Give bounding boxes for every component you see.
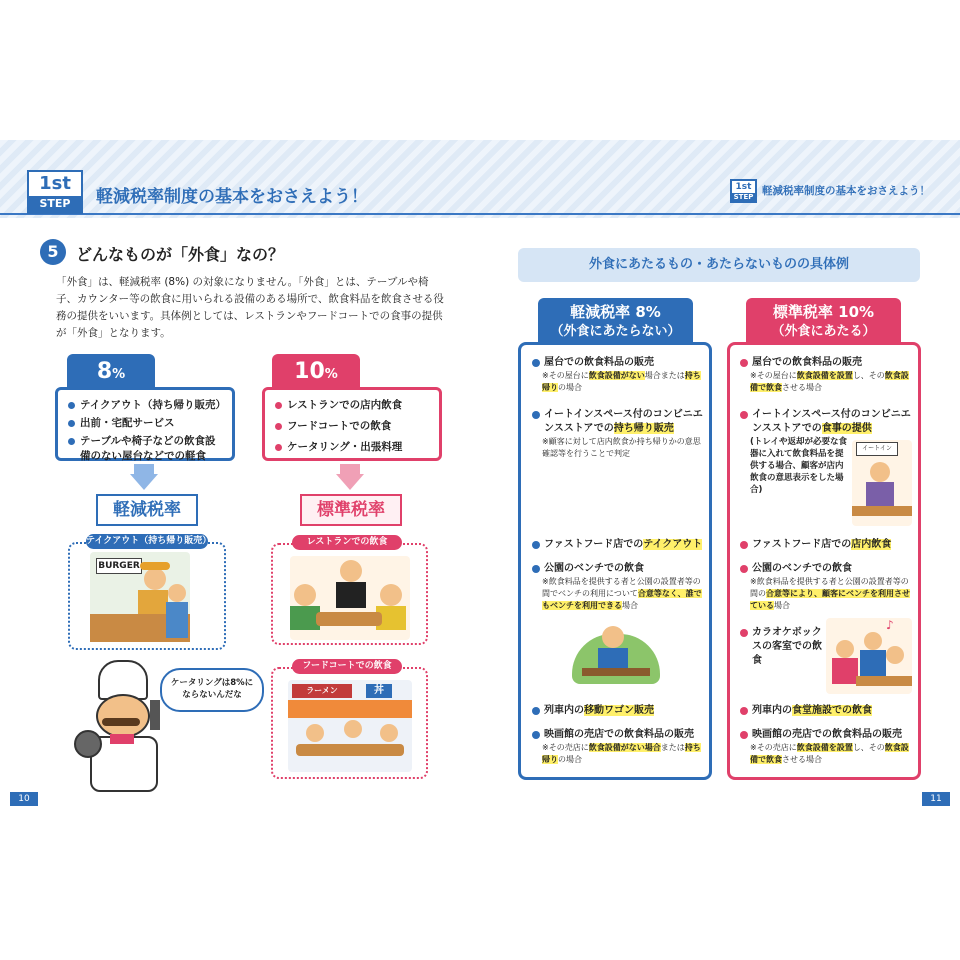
standard-item-fastfood: ファストフード店での店内飲食: [740, 538, 912, 552]
rate8-item: テーブルや椅子などの飲食設備のない屋台などでの軽食: [68, 434, 222, 464]
foodcourt-illustration: [288, 680, 412, 772]
rate8-head: 8%: [67, 354, 155, 390]
standard-item-yatai: 屋台での飲食料品の販売 ※その屋台に飲食設備を設置し、その飲食設備で飲食させる場合: [740, 356, 912, 394]
rate8-item: 出前・宅配サービス: [68, 416, 222, 431]
page-title-left: 軽減税率制度の基本をおさえよう！: [96, 187, 368, 207]
restaurant-pill: レストランでの飲食: [292, 535, 402, 550]
reduced-column-head: 軽減税率 8% （外食にあたらない）: [538, 298, 693, 344]
reduced-item-bench: 公園のベンチでの飲食 ※飲食料品を提供する者と公園の設置者等の間でベンチの利用について合意等なく、誰でもベンチを利用できる場合: [532, 562, 704, 612]
chef-illustration: [80, 660, 160, 790]
reduced-item-cinema: 映画館の売店での飲食料品の販売 ※その売店に飲食設備がない場合または持ち帰りの場合: [532, 728, 704, 766]
standard-rate-label: 標準税率: [300, 494, 402, 526]
standard-column-head: 標準税率 10% （外食にあたる）: [746, 298, 901, 344]
step-badge-left: 1st STEP: [27, 170, 83, 214]
chef-speech-bubble: ケータリングは8%に ならないんだな: [160, 668, 264, 712]
page-title-right: 軽減税率制度の基本をおさえよう！: [762, 185, 930, 197]
reduced-item-yatai: 屋台での飲食料品の販売 ※その屋台に飲食設備がない場合または持ち帰りの場合: [532, 356, 704, 394]
arrow-down-icon: [130, 464, 158, 490]
music-note-icon: ♪: [886, 618, 894, 632]
header-rule: [0, 213, 960, 215]
burger-shop-illustration: [90, 552, 190, 642]
standard-item-karaoke: カラオケボックスの客室での飲食: [740, 626, 828, 668]
standard-item-cinema: 映画館の売店での飲食料品の販売 ※その売店に飲食設備を設置し、その飲食設備で飲食させる場合: [740, 728, 912, 766]
rate10-head: 10%: [272, 354, 360, 390]
standard-item-conveni: イートインスペース付のコンビニエンスストアでの食事の提供 (トレイや返却が必要な食器に入れて飲食料品を提供する場合、顧客が店内飲食の意思表示をした場合): [740, 408, 912, 496]
question-number-badge: 5: [40, 239, 66, 265]
eatin-sign: イートイン: [856, 442, 898, 456]
step-badge-right: 1st STEP: [730, 179, 757, 203]
park-bench-illustration: [572, 620, 660, 692]
foodcourt-pill: フードコートでの飲食: [292, 659, 402, 674]
rate10-item: ケータリング・出張料理: [275, 440, 429, 455]
arrow-down-icon: [336, 464, 364, 490]
eatin-illustration: [852, 440, 912, 526]
examples-section-header: 外食にあたるもの・あたらないものの具体例: [518, 248, 920, 282]
rate8-item: テイクアウト（持ち帰り販売）: [68, 398, 222, 413]
don-sign: 丼: [366, 684, 392, 698]
standard-item-train: 列車内の食堂施設での飲食: [740, 704, 912, 718]
page-number-right: 11: [922, 792, 950, 806]
standard-item-bench: 公園のベンチでの飲食 ※飲食料品を提供する者と公園の設置者等の間の合意等により、顧客にベンチを利用させている場合: [740, 562, 912, 612]
takeout-pill: テイクアウト（持ち帰り販売）: [86, 534, 208, 549]
ramen-sign: ラーメン: [292, 684, 352, 698]
restaurant-illustration: [290, 556, 410, 640]
rate10-item: レストランでの店内飲食: [275, 398, 429, 413]
question-title: どんなものが「外食」なの？: [76, 245, 285, 264]
karaoke-illustration: [826, 618, 912, 694]
reduced-item-fastfood: ファストフード店でのテイクアウト: [532, 538, 704, 552]
burger-sign: BURGER: [96, 558, 142, 574]
reduced-rate-label: 軽減税率: [96, 494, 198, 526]
reduced-item-train: 列車内の移動ワゴン販売: [532, 704, 704, 718]
intro-paragraph: 「外食」は、軽減税率 (8%) の対象になりません。「外食」とは、テーブルや椅子、カウンター等の飲食に用いられる設備のある場所で、飲食料品を飲食させる役務の提供をいいます。具体例としては、レストランやフードコートでの食事の提供が「外食」となります。: [56, 276, 444, 339]
page-number-left: 10: [10, 792, 38, 806]
rate10-item: フードコートでの飲食: [275, 419, 429, 434]
rate8-list-box: [55, 387, 235, 461]
rate10-list-box: [262, 387, 442, 461]
reduced-item-conveni: イートインスペース付のコンビニエンスストアでの持ち帰り販売 ※顧客に対して店内飲食か持ち帰りかの意思確認等を行うことで判定: [532, 408, 704, 460]
